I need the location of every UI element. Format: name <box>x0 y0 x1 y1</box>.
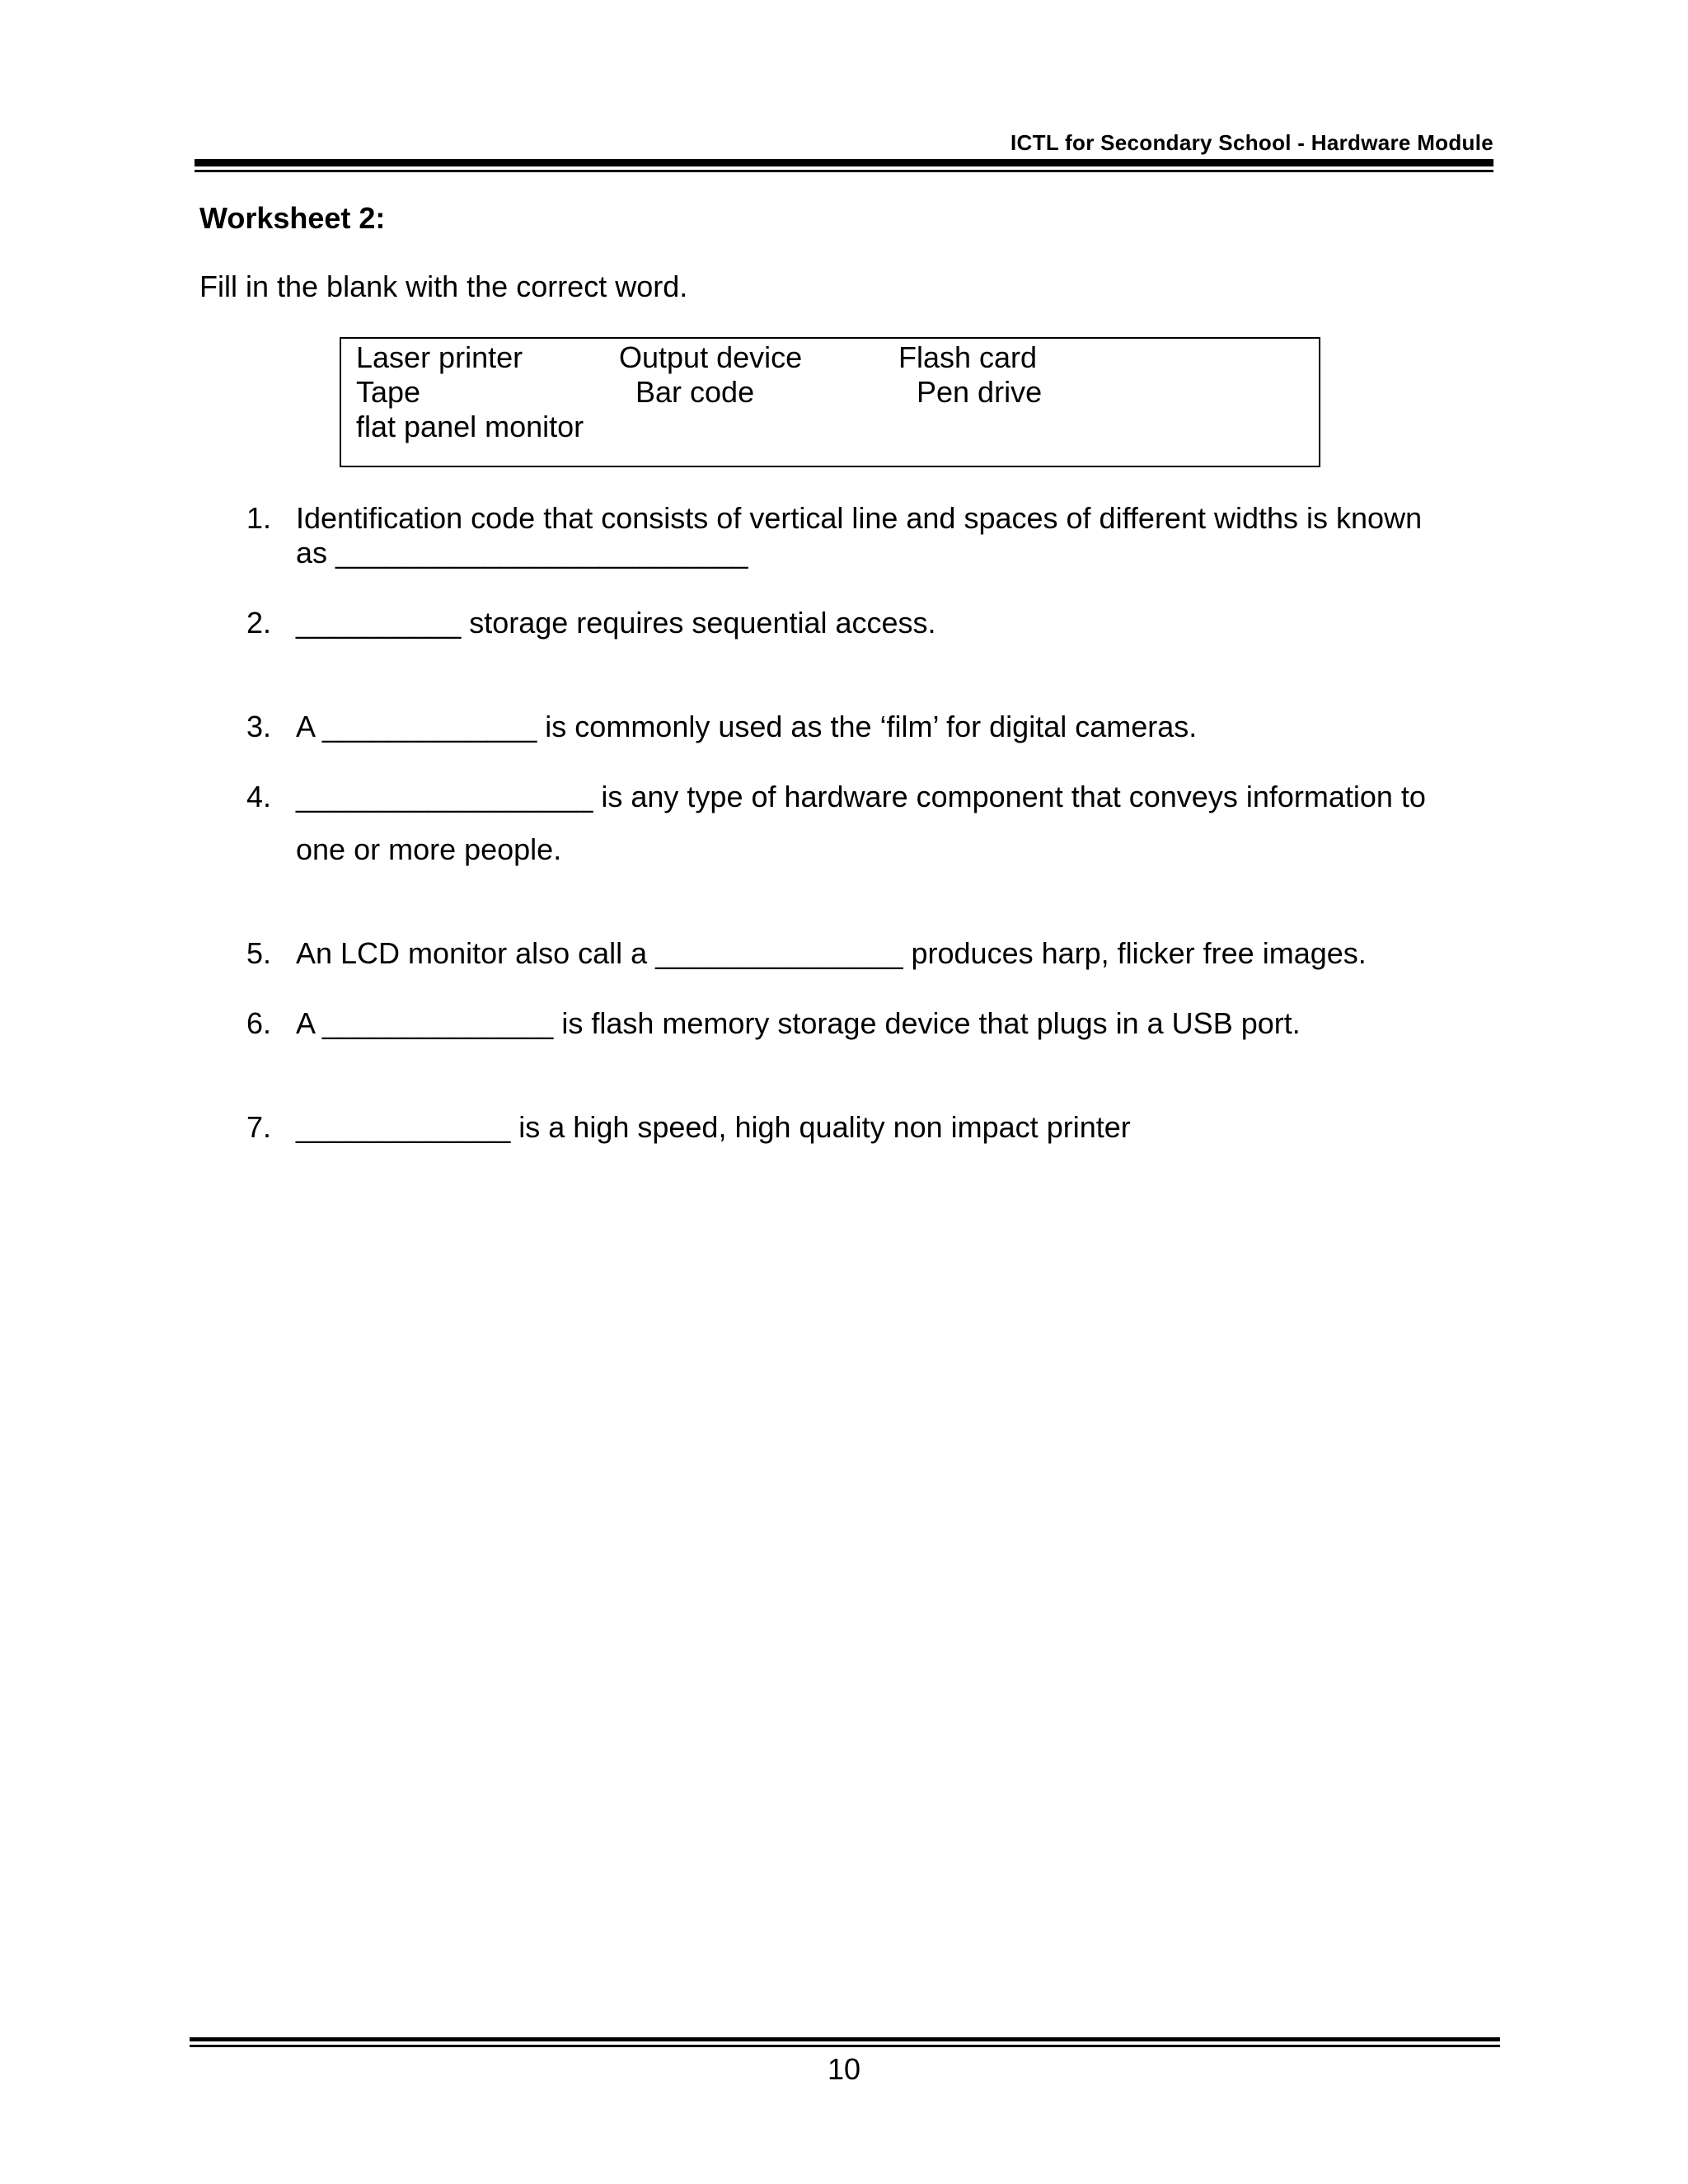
footer-rule-thin <box>190 2045 1500 2047</box>
word-bank-box <box>340 337 1320 467</box>
question-text: A _____________ is commonly used as the ‘film’ for digital cameras. <box>296 710 1198 743</box>
question-number: 1. <box>246 501 272 535</box>
instructions: Fill in the blank with the correct word. <box>199 269 688 303</box>
question-number: 3. <box>246 710 272 743</box>
page-number: 10 <box>827 2052 861 2086</box>
question-number: 2. <box>246 606 272 640</box>
word-bank-item: Laser printer <box>356 340 523 374</box>
header-rule-thin <box>195 170 1493 172</box>
running-header: ICTL for Secondary School - Hardware Module <box>1010 130 1493 155</box>
word-bank-item: Tape <box>356 375 421 409</box>
question-text-continued: one or more people. <box>296 832 562 866</box>
question-text: Identification code that consists of vertical line and spaces of different widths is known <box>296 501 1423 535</box>
question-text: _____________ is a high speed, high quality non impact printer <box>296 1110 1131 1144</box>
question-number: 6. <box>246 1006 272 1040</box>
word-bank-item: Output device <box>619 340 803 374</box>
word-bank-item: Flash card <box>898 340 1038 374</box>
header-rule <box>195 159 1493 166</box>
footer-rule <box>190 2037 1500 2041</box>
word-bank-item: Pen drive <box>917 375 1043 409</box>
word-bank-item: Bar code <box>635 375 755 409</box>
question-text: An LCD monitor also call a _______________ produces harp, flicker free images. <box>296 936 1367 970</box>
word-bank-item: flat panel monitor <box>356 410 584 443</box>
worksheet-title: Worksheet 2: <box>199 201 386 235</box>
question-text-continued: as _________________________ <box>296 536 748 569</box>
question-number: 4. <box>246 780 272 813</box>
question-number: 7. <box>246 1110 272 1144</box>
question-text: A ______________ is flash memory storage device that plugs in a USB port. <box>296 1006 1301 1040</box>
question-text: __________________ is any type of hardware component that conveys information to <box>296 780 1426 813</box>
question-number: 5. <box>246 936 272 970</box>
question-text: __________ storage requires sequential access. <box>296 606 936 640</box>
